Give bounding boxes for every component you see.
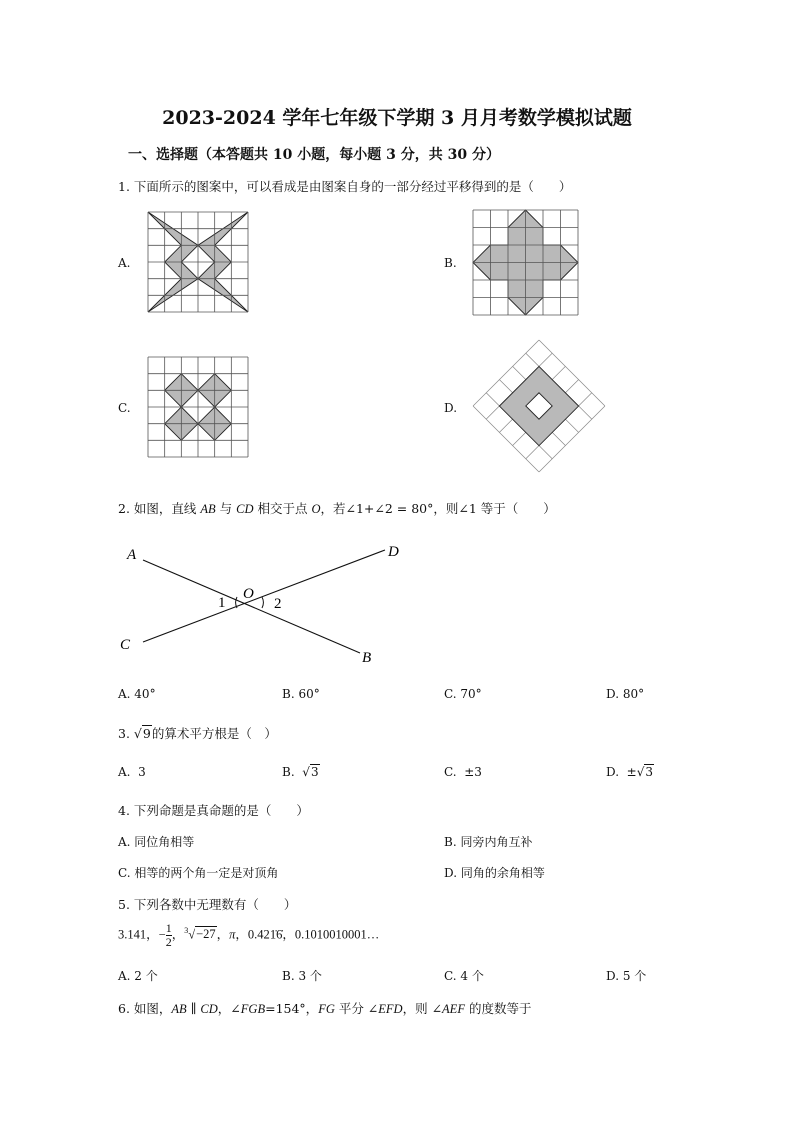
sqrt-sign-icon: √ [302,765,310,779]
q2-option-b: B. 60° [282,687,320,701]
q2-option-a: A. 40° [118,687,156,701]
sqrt-sign-icon: √ [133,726,142,741]
q3-option-c: C. ±3 [444,765,482,779]
q6-stem: 6. 如图，AB ∥ CD，∠FGB=154°，FG 平分 ∠EFD，则 ∠AEF 的度数等于 [118,1001,532,1016]
q3-option-b: B. √3 [282,765,319,779]
label-d: D [388,544,399,560]
label-angle-2: 2 [274,596,282,612]
q4-option-b: B. 同旁内角互补 [444,835,533,849]
label-b: B [362,650,372,666]
fraction-one-half: $\frac{1}{2}$ [165,921,172,949]
cube-root-sign-icon: √ [188,927,196,942]
section-heading: 一、选择题（本答题共 10 小题，每小题 3 分，共 30 分） [128,147,500,163]
q1-option-d-label: D. [444,401,458,415]
q4-option-d: D. 同角的余角相等 [444,866,545,880]
line-ab [143,560,360,653]
label-angle-1: 1 [218,595,226,611]
q1-stem: 1. 下面所示的图案中，可以看成是由图案自身的一部分经过平移得到的是（ ） [118,179,572,194]
q5-option-b: B. 3 个 [282,969,322,983]
q4-option-c: C. 相等的两个角一定是对顶角 [118,866,279,880]
line-cd [143,550,385,642]
q5-option-a: A. 2 个 [118,969,158,983]
angle-1-arc [236,597,237,608]
q2-option-c: C. 70° [444,687,482,701]
q5-option-c: C. 4 个 [444,969,484,983]
q1-option-c-label: C. [118,401,131,415]
q1-option-b-label: B. [444,256,457,270]
label-o: O [243,586,254,602]
q2-option-d: D. 80° [606,687,645,701]
q3-option-d: D. ±√3 [606,765,654,779]
q4-option-a: A. 同位角相等 [118,835,195,849]
q1-option-a-label: A. [118,256,131,270]
label-c: C [120,637,131,653]
q5-option-d: D. 5 个 [606,969,647,983]
q3-option-a: A. 3 [118,765,146,779]
q5-number-list: 3.141，− $\frac{1}{2}$ ，$^3$√−27，π，0.421̇6̇，0.1010010001… [118,921,380,949]
page-title: 2023-2024 学年七年级下学期 3 月月考数学模拟试题 [162,107,632,129]
q4-stem: 4. 下列命题是真命题的是（ ） [118,803,309,818]
label-a: A [127,547,137,563]
q3-stem: 3. √9的算术平方根是（ ） [118,726,277,741]
q2-stem: 2. 如图，直线 AB 与 CD 相交于点 O，若∠1+∠2 = 80°，则∠1 等于（ ） [118,501,556,516]
angle-2-arc [262,597,263,608]
q5-stem: 5. 下列各数中无理数有（ ） [118,897,297,912]
sqrt-sign-icon: √ [636,765,645,779]
